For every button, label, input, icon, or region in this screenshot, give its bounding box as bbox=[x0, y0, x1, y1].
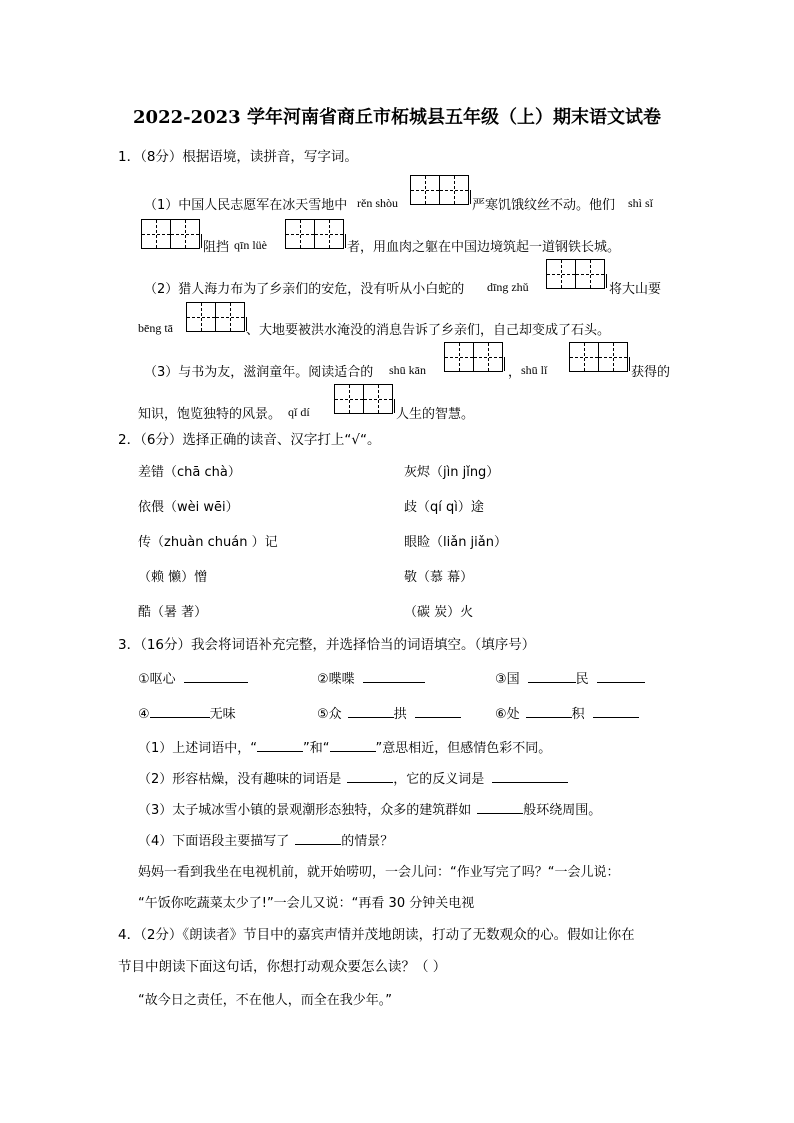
q1-sentence-1d: 者，用血肉之躯在中国边境筑起一道钢铁长城。 bbox=[347, 240, 621, 255]
grid-tick bbox=[394, 399, 395, 413]
pinyin-ren-shou: rěn shòu bbox=[357, 196, 398, 210]
answer-blank[interactable] bbox=[347, 769, 393, 783]
q1-sentence-3e: 人生的智慧。 bbox=[396, 407, 475, 422]
q3-word-4: ④ 无味 bbox=[138, 703, 236, 722]
q1-sentence-3c: 获得的 bbox=[631, 365, 671, 380]
q1-sentence-3b: ， bbox=[508, 365, 522, 380]
q3-paragraph-line-1: 妈妈一看到我坐在电视机前，就开始唠叨，一会儿问：“作业写完了吗？“一会儿说： bbox=[138, 865, 620, 880]
answer-blank[interactable] bbox=[526, 704, 572, 718]
pinyin-qin-lue: qīn lüè bbox=[234, 238, 267, 252]
q1-sentence-1b: 严寒饥饿纹丝不动。他们 bbox=[472, 198, 616, 213]
q3-part-3: （3）太子城冰雪小镇的景观潮形态独特，众多的建筑群如 般环绕周围。 bbox=[138, 799, 601, 818]
q1-sentence-1c: 阻挡 bbox=[203, 240, 230, 255]
q2-option[interactable]: 歧（qí qì）途 bbox=[404, 500, 484, 515]
q1-sentence-2c: 、大地要被洪水淹没的消息告诉了乡亲们，自己却变成了石头。 bbox=[246, 323, 611, 338]
question-4-heading: 4．（2分）《朗读者》节目中的嘉宾声情并茂地朗读，打动了无数观众的心。假如让你在 bbox=[118, 927, 635, 943]
q3-word-5: ⑤众 拱 bbox=[317, 703, 461, 722]
q3-part-4: （4）下面语段主要描写了 的情景？ bbox=[138, 830, 393, 849]
q2-option[interactable]: 敬（慕 幕） bbox=[404, 570, 474, 585]
pinyin-shu-kan: shū kān bbox=[389, 363, 426, 377]
question-4-quote: “故今日之责任，不在他人，而全在我少年。” bbox=[138, 993, 392, 1008]
q3-word-1: ①呕心 bbox=[138, 668, 248, 687]
grid-tick bbox=[201, 234, 202, 248]
answer-blank[interactable] bbox=[330, 738, 376, 752]
grid-tick bbox=[345, 234, 346, 248]
q1-sentence-3a: （3）与书为友，滋润童年。阅读适合的 bbox=[144, 365, 374, 380]
q1-sentence-2b: 将大山要 bbox=[609, 282, 662, 297]
grid-tick bbox=[470, 190, 471, 204]
writing-grid-ding-zhu[interactable] bbox=[546, 259, 605, 289]
q3-paragraph-line-2: “午饭你吃蔬菜太少了!”一会儿又说：“再看 30 分钟关电视 bbox=[138, 896, 475, 911]
writing-grid-qin-lue[interactable] bbox=[285, 219, 344, 249]
question-3-heading: 3．（16分）我会将词语补充完整，并选择恰当的词语填空。（填序号） bbox=[118, 637, 536, 653]
writing-grid-shi-si[interactable] bbox=[141, 219, 200, 249]
writing-grid-qi-di[interactable] bbox=[334, 384, 393, 414]
q2-option[interactable]: 依偎（wèi wēi） bbox=[138, 500, 239, 515]
writing-grid-shu-li[interactable] bbox=[569, 342, 628, 372]
page-title: 2022-2023 学年河南省商丘市柘城县五年级（上）期末语文试卷 bbox=[133, 107, 661, 128]
q3-word-6: ⑥处 积 bbox=[495, 703, 639, 722]
q1-sentence-1a: （1）中国人民志愿军在冰天雪地中 bbox=[144, 198, 348, 213]
q1-sentence-2a: （2）猎人海力布为了乡亲们的安危，没有听从小白蛇的 bbox=[144, 282, 465, 297]
q2-option[interactable]: 传（zhuàn chuán ）记 bbox=[138, 535, 278, 550]
answer-blank[interactable] bbox=[184, 669, 248, 683]
grid-tick bbox=[606, 274, 607, 288]
pinyin-ding-zhu: dīng zhǔ bbox=[487, 280, 529, 294]
q2-option[interactable]: （赖 懒）憎 bbox=[138, 570, 208, 585]
pinyin-beng-ta: bēng tā bbox=[138, 321, 173, 335]
pinyin-qi-di: qǐ dí bbox=[288, 405, 310, 419]
q2-option[interactable]: 眼睑（liǎn jiǎn） bbox=[404, 535, 507, 550]
q2-option[interactable]: 差错（chā chà） bbox=[138, 465, 241, 480]
answer-blank[interactable] bbox=[150, 704, 210, 718]
answer-blank[interactable] bbox=[593, 704, 639, 718]
q2-option[interactable]: （碳 炭）火 bbox=[404, 605, 474, 620]
answer-blank[interactable] bbox=[295, 831, 341, 845]
q2-option[interactable]: 酷（暑 著） bbox=[138, 605, 208, 620]
grid-tick bbox=[629, 357, 630, 371]
answer-blank[interactable] bbox=[492, 769, 568, 783]
answer-blank[interactable] bbox=[257, 738, 303, 752]
answer-blank[interactable] bbox=[363, 669, 425, 683]
question-2-heading: 2．（6分）选择正确的读音、汉字打上“√“。 bbox=[118, 432, 381, 448]
q3-part-1: （1）上述词语中，“ ”和“ ”意思相近，但感情色彩不同。 bbox=[138, 737, 551, 756]
question-4-line-2: 节目中朗读下面这句话，你想打动观众要怎么读？（ ） bbox=[118, 959, 447, 975]
question-1-heading: 1．（8分）根据语境，读拼音，写字词。 bbox=[118, 149, 358, 165]
answer-blank[interactable] bbox=[348, 704, 394, 718]
answer-blank[interactable] bbox=[415, 704, 461, 718]
pinyin-shi-si: shì sǐ bbox=[628, 196, 654, 210]
q3-word-2: ②喋喋 bbox=[317, 668, 425, 687]
q1-sentence-3d: 知识，饱览独特的风景。 bbox=[138, 407, 282, 422]
writing-grid-beng-ta[interactable] bbox=[186, 302, 245, 332]
answer-blank[interactable] bbox=[597, 669, 645, 683]
pinyin-shu-li: shū lǐ bbox=[521, 363, 548, 377]
q3-part-2: （2）形容枯燥，没有趣味的词语是 ，它的反义词是 bbox=[138, 768, 568, 787]
grid-tick bbox=[504, 357, 505, 371]
q3-word-3: ③国 民 bbox=[495, 668, 645, 687]
answer-blank[interactable] bbox=[528, 669, 576, 683]
answer-blank[interactable] bbox=[477, 800, 523, 814]
q2-option[interactable]: 灰烬（jìn jǐng） bbox=[404, 465, 500, 480]
writing-grid-ren-shou[interactable] bbox=[410, 175, 469, 205]
writing-grid-shu-kan[interactable] bbox=[444, 342, 503, 372]
